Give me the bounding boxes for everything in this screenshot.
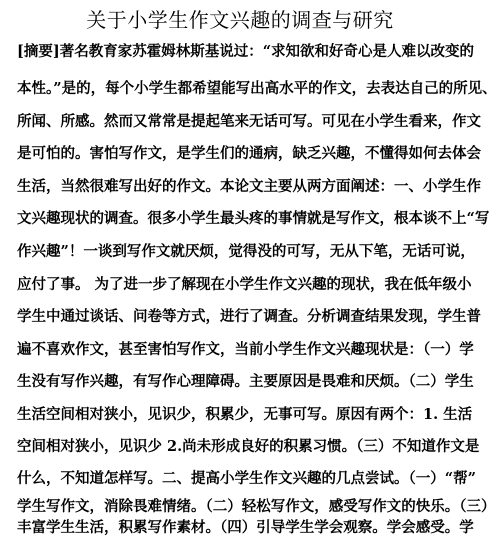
document-title: 关于小学生作文兴趣的调查与研究 [86, 8, 394, 32]
abstract-line-3: 所闻、所感。然而又常常是提起笔来无话可写。可见在小学生看来，作文 [17, 113, 481, 130]
abstract-line-15: 学生写作文，消除畏难情绪。（二）轻松写作文，感受写作文的快乐。（三） [17, 498, 496, 515]
abstract-line-8: 应付了事。 为了进一步了解现在小学生作文兴趣的现状，我在低年级小 [17, 276, 472, 293]
abstract-line-5: 生活，当然很难写出好的作文。本论文主要从两方面阐述：一、小学生作 [17, 178, 481, 195]
abstract-line-10: 遍不喜欢作文，甚至害怕写作文，当前小学生作文兴趣现状是：（一）学 [17, 341, 474, 358]
abstract-line-11: 生没有写作兴趣，有写作心理障碍。主要原因是畏难和厌烦。（二）学生 [17, 373, 474, 390]
abstract-line-9: 学生中通过谈话、问卷等方式，进行了调查。分析调查结果发现，学生普 [17, 308, 481, 325]
abstract-line-1: [摘要]著名教育家苏霍姆林斯基说过：“求知欲和好奇心是人难以改变的 [17, 43, 475, 60]
abstract-line-6: 文兴趣现状的调查。很多小学生最头疼的事情就是写作文，根本谈不上“写 [17, 210, 490, 227]
abstract-line-14: 什么，不知道怎样写。二、提高小学生作文兴趣的几点尝试。（一）“帮” [17, 470, 476, 487]
abstract-line-16: 丰富学生生活，积累写作素材。（四）引导学生学会观察。学会感受。学 [17, 519, 474, 536]
abstract-line-4: 是可怕的。害怕写作文，是学生们的通病，缺乏兴趣，不懂得如何去体会 [17, 145, 481, 162]
abstract-line-7: 作兴趣”！一谈到写作文就厌烦，觉得没的可写，无从下笔，无话可说， [17, 243, 475, 260]
abstract-line-12: 生活空间相对狭小，见识少，积累少，无事可写。原因有两个：1. 生活 [17, 406, 473, 423]
abstract-line-13: 空间相对狭小，见识少 2.尚未形成良好的积累习惯。（三）不知道作文是 [17, 438, 480, 455]
abstract-line-2: 本性。”是的，每个小学生都希望能写出高水平的作文，去表达自己的所见、 [17, 80, 497, 97]
